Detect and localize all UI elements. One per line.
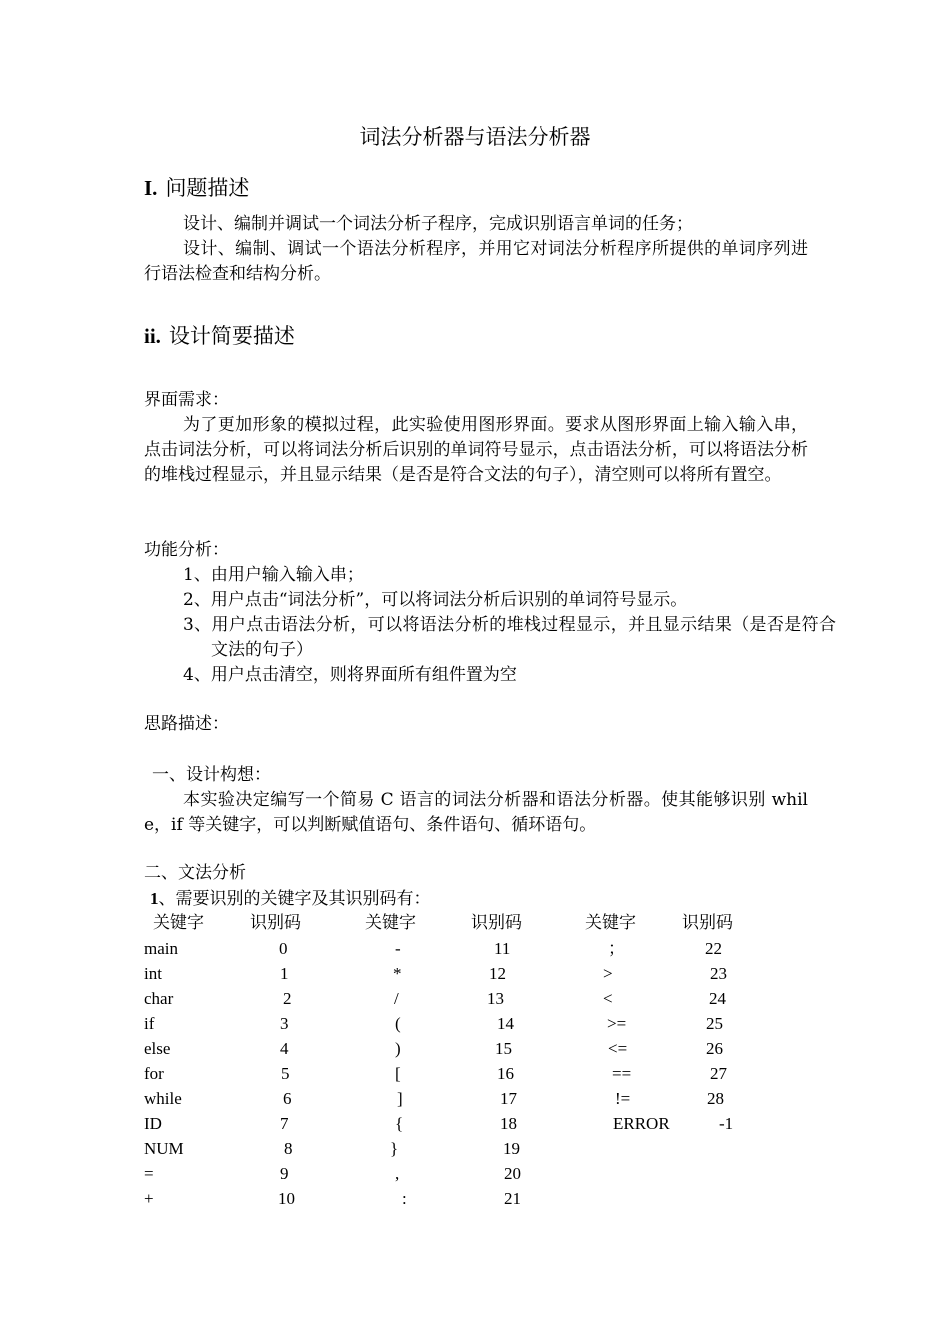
keyword-cell: } [390, 1139, 399, 1158]
code-cell: 13 [487, 989, 504, 1008]
keyword-cell: == [612, 1064, 632, 1083]
code-cell: 14 [497, 1014, 514, 1033]
function-item-4: 4、用户点击清空，则将界面所有组件置为空 [183, 665, 517, 685]
code-cell: 19 [503, 1139, 520, 1158]
header-code-1: 识别码 [250, 913, 301, 933]
code-cell: 25 [706, 1014, 723, 1033]
grammar-subheading-text: 、需要识别的关键字及其识别码有： [158, 889, 431, 909]
keyword-cell: ( [395, 1014, 401, 1033]
header-keyword-2: 关键字 [365, 913, 416, 933]
code-cell: 23 [710, 964, 727, 983]
code-cell: 4 [280, 1039, 289, 1058]
code-cell: 12 [489, 964, 506, 983]
ui-requirements-label: 界面需求： [144, 390, 229, 410]
grammar-subheading-number: 1 [150, 889, 159, 908]
function-analysis-label: 功能分析： [144, 540, 229, 560]
document-title: 词法分析器与语法分析器 [359, 125, 591, 149]
keyword-cell: char [144, 989, 174, 1008]
keyword-cell: >= [607, 1014, 627, 1033]
code-cell: -1 [719, 1114, 734, 1133]
code-cell: 7 [280, 1114, 289, 1133]
keyword-cell: NUM [144, 1139, 184, 1158]
code-cell: 17 [500, 1089, 517, 1108]
keyword-cell: <= [608, 1039, 628, 1058]
code-cell: 9 [280, 1164, 289, 1183]
keyword-cell: if [144, 1014, 155, 1033]
keyword-cell: { [395, 1114, 404, 1133]
keyword-cell: = [144, 1164, 154, 1183]
keyword-cell: ； [608, 939, 625, 958]
keyword-cell: > [603, 964, 613, 983]
code-cell: 21 [504, 1189, 521, 1208]
section-1-paragraph-1: 设计、编制并调试一个词法分析子程序，完成识别语言单词的任务； [183, 214, 693, 234]
section-2-heading [144, 320, 295, 350]
keyword-cell: main [144, 939, 178, 958]
keyword-cell: for [144, 1064, 164, 1083]
keyword-cell: ] [397, 1089, 403, 1108]
section-1-title: 问题描述 [165, 176, 250, 200]
design-text: 本实验决定编写一个简易 C 语言的词法分析器和语法分析器。使其能够识别 while，if 等关键字，可以判断赋值语句、条件语句、循环语句。 [144, 790, 808, 835]
code-cell: 24 [709, 989, 726, 1008]
keyword-cell: else [144, 1039, 171, 1058]
function-item-2: 2、用户点击“词法分析”，可以将词法分析后识别的单词符号显示。 [183, 590, 688, 610]
keyword-cell: int [144, 964, 162, 983]
keyword-cell: ERROR [613, 1114, 670, 1133]
section-1-number: I. [144, 176, 158, 200]
code-cell: 22 [705, 939, 722, 958]
code-cell: 15 [495, 1039, 512, 1058]
keyword-cell: while [144, 1089, 182, 1108]
section-1-heading [144, 172, 249, 202]
code-cell: 18 [500, 1114, 517, 1133]
code-cell: 6 [283, 1089, 292, 1108]
code-cell: 27 [710, 1064, 727, 1083]
function-item-3: 3、用户点击语法分析，可以将语法分析的堆栈过程显示，并且显示结果（是否是符合文法的句子） [183, 615, 836, 660]
keyword-cell: [ [395, 1064, 401, 1083]
code-cell: 28 [707, 1089, 724, 1108]
keyword-cell: ) [395, 1039, 401, 1058]
code-cell: 5 [281, 1064, 290, 1083]
header-keyword-3: 关键字 [585, 913, 636, 933]
code-cell: 16 [497, 1064, 514, 1083]
keyword-cell: / [394, 989, 399, 1008]
code-cell: 26 [706, 1039, 723, 1058]
code-cell: 1 [280, 964, 289, 983]
grammar-subheading [150, 886, 431, 912]
keyword-cell: : [402, 1189, 407, 1208]
code-cell: 11 [494, 939, 511, 958]
keyword-cell: , [395, 1164, 400, 1183]
keyword-cell: != [615, 1089, 631, 1108]
keyword-cell: - [395, 939, 401, 958]
code-cell: 3 [280, 1014, 289, 1033]
code-cell: 8 [284, 1139, 293, 1158]
grammar-heading: 二、文法分析 [144, 863, 246, 883]
keyword-cell: * [393, 964, 402, 983]
idea-label: 思路描述： [144, 714, 229, 734]
header-code-3: 识别码 [682, 913, 733, 933]
header-code-2: 识别码 [471, 913, 522, 933]
code-cell: 2 [283, 989, 292, 1008]
keyword-cell: ID [144, 1114, 162, 1133]
function-item-1: 1、由用户输入输入串； [183, 565, 364, 585]
code-cell: 10 [278, 1189, 295, 1208]
code-cell: 0 [279, 939, 288, 958]
ui-requirements-text: 为了更加形象的模拟过程，此实验使用图形界面。要求从图形界面上输入输入串，点击词法分析，可以将词法分析后识别的单词符号显示，点击语法分析，可以将语法分析的堆栈过程显示，并且显示结果（是否是符合文法的句子），清空则可以将所有置空。 [144, 415, 808, 485]
section-2-number: ii. [144, 324, 161, 348]
keyword-cell: < [603, 989, 613, 1008]
code-cell: 20 [504, 1164, 521, 1183]
design-heading: 一、设计构想： [152, 765, 271, 785]
section-1-paragraph-2: 设计、编制、调试一个语法分析程序，并用它对词法分析程序所提供的单词序列进行语法检查和结构分析。 [144, 239, 808, 284]
section-2-title: 设计简要描述 [168, 324, 295, 348]
header-keyword-1: 关键字 [153, 913, 204, 933]
keyword-cell: + [144, 1189, 154, 1208]
